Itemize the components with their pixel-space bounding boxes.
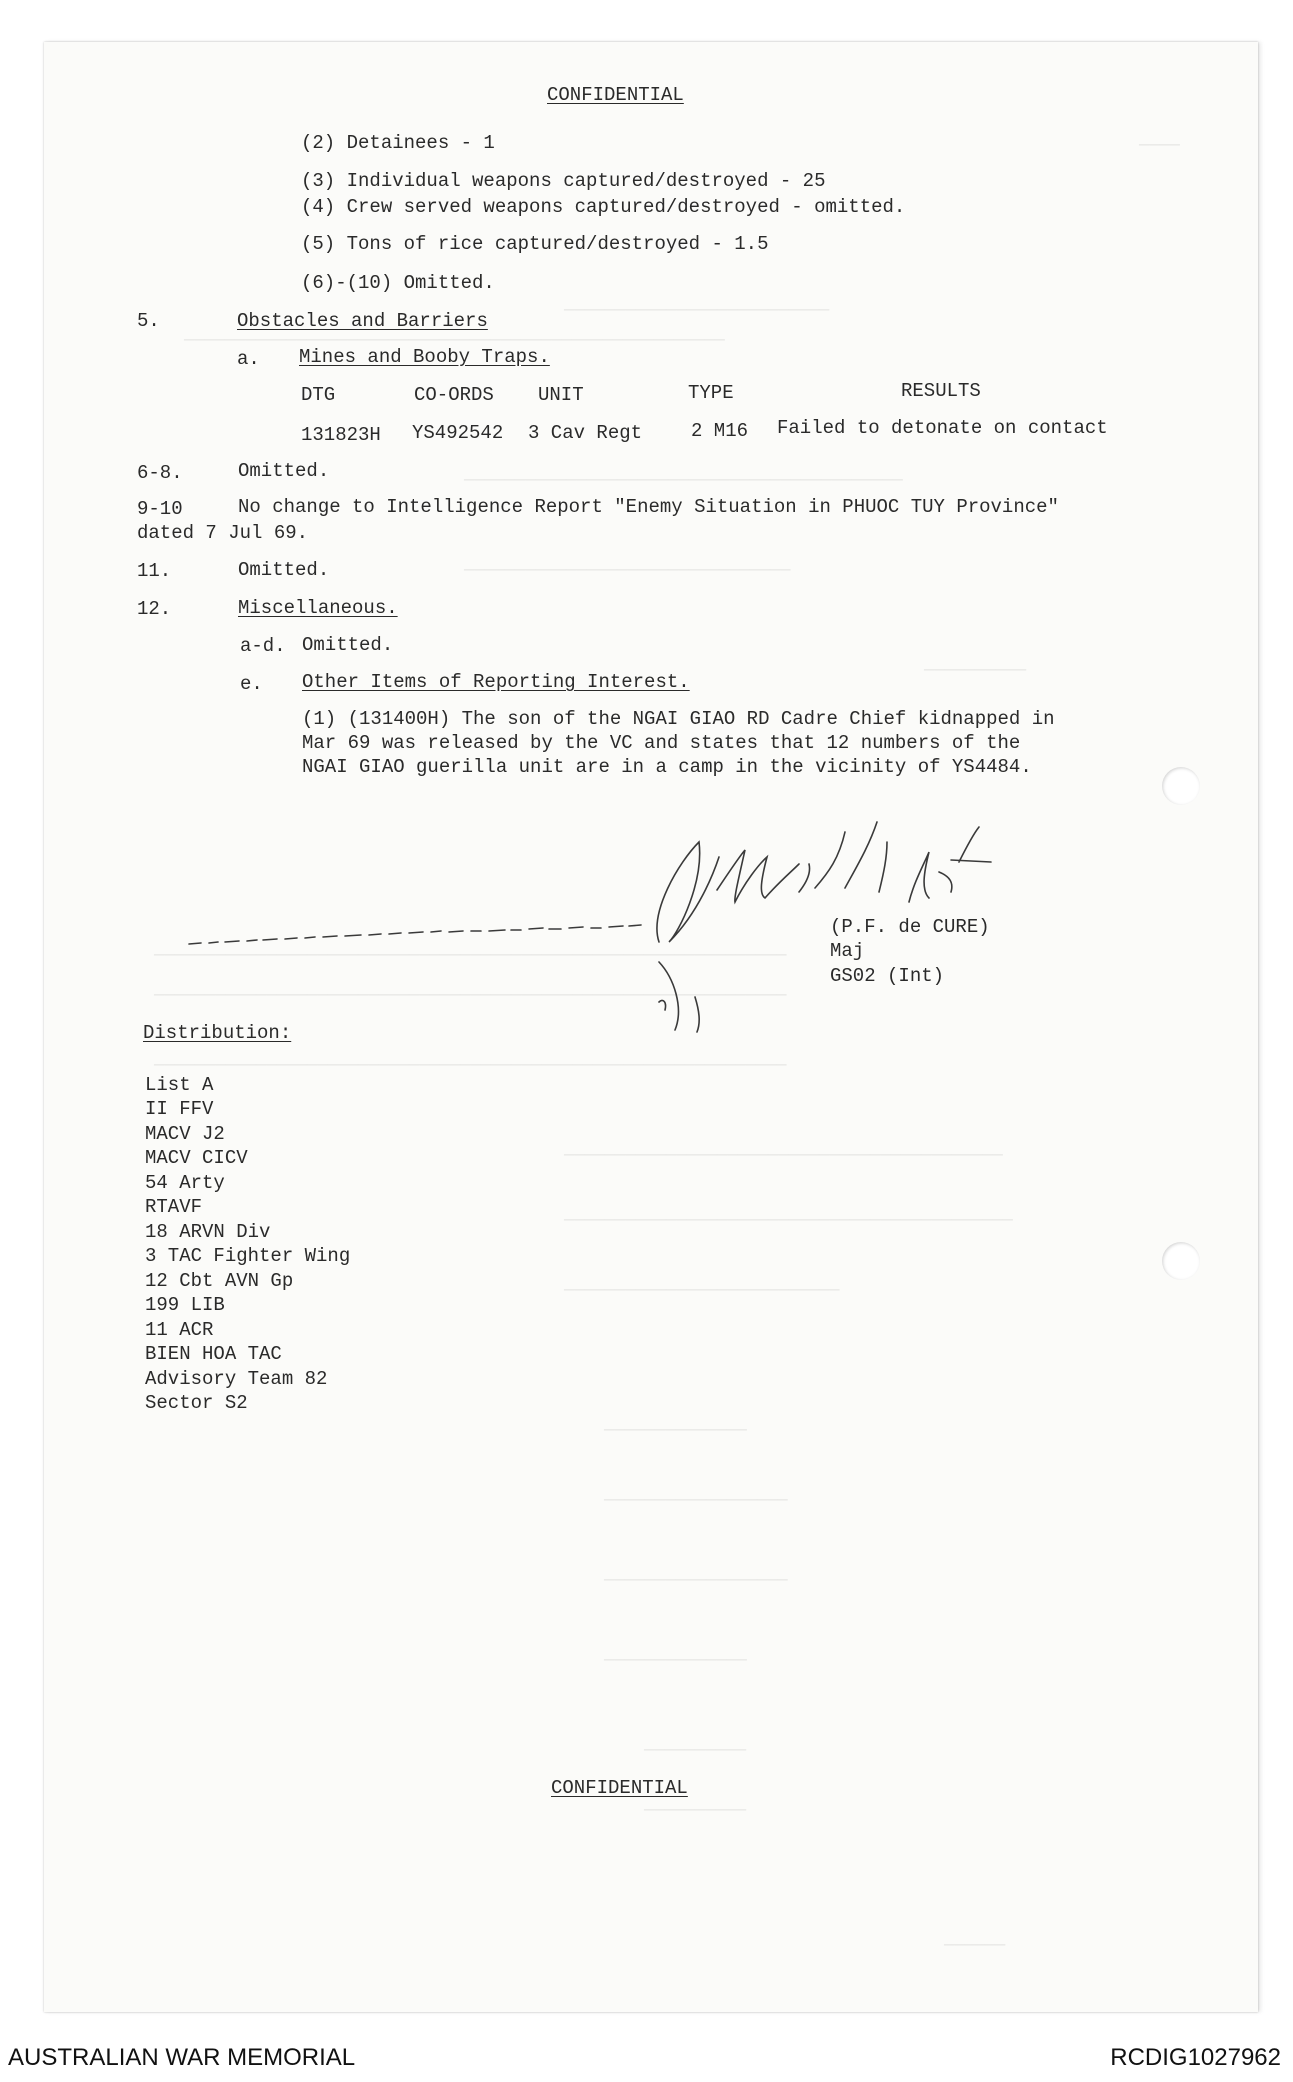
list-item: (6)-(10) Omitted.	[301, 272, 495, 294]
list-item: (3) Individual weapons captured/destroyed - 25	[301, 170, 826, 192]
list-item: 54 Arty	[145, 1172, 225, 1194]
list-item: 11 ACR	[145, 1319, 214, 1341]
section-text: dated 7 Jul 69.	[137, 522, 309, 544]
classification-top: CONFIDENTIAL	[547, 84, 684, 106]
punch-hole	[1162, 1242, 1200, 1280]
section-number: 5.	[137, 310, 160, 332]
subsection-letter: e.	[240, 673, 263, 695]
table-cell: YS492542	[412, 422, 504, 444]
section-text: Omitted.	[238, 460, 330, 482]
list-item: MACV CICV	[145, 1147, 248, 1169]
signatory-appointment: GS02 (Int)	[830, 965, 945, 987]
section-number: 9-10	[137, 498, 183, 520]
table-header: TYPE	[688, 382, 734, 404]
section-text: Omitted.	[302, 634, 394, 656]
distribution-heading: Distribution:	[143, 1022, 292, 1044]
list-item: Advisory Team 82	[145, 1368, 328, 1390]
section-title: Obstacles and Barriers	[237, 310, 488, 332]
list-item: II FFV	[145, 1098, 214, 1120]
table-cell: 131823H	[301, 424, 381, 446]
table-header: UNIT	[538, 384, 584, 406]
paragraph-line: (1) (131400H) The son of the NGAI GIAO RD Cadre Chief kidnapped in	[302, 708, 1055, 730]
list-item: BIEN HOA TAC	[145, 1343, 282, 1365]
table-header: CO-ORDS	[414, 384, 494, 406]
table-cell: 3 Cav Regt	[528, 422, 643, 444]
signatory-rank: Maj	[830, 940, 865, 962]
footer-right: RCDIG1027962	[1110, 2044, 1281, 2071]
footer-left: AUSTRALIAN WAR MEMORIAL	[8, 2044, 356, 2071]
paragraph-line: Mar 69 was released by the VC and states that 12 numbers of the	[302, 732, 1021, 754]
list-item: (4) Crew served weapons captured/destroyed - omitted.	[301, 196, 906, 218]
table-cell: Failed to detonate on contact	[777, 417, 1108, 439]
list-item: MACV J2	[145, 1123, 225, 1145]
subsection-title: Mines and Booby Traps.	[299, 346, 550, 368]
list-item: 12 Cbt AVN Gp	[145, 1270, 294, 1292]
list-item: 199 LIB	[145, 1294, 225, 1316]
section-number: 11.	[137, 560, 172, 582]
list-item: List A	[145, 1074, 214, 1096]
classification-bottom: CONFIDENTIAL	[551, 1777, 688, 1799]
list-item: 18 ARVN Div	[145, 1221, 271, 1243]
section-title: Miscellaneous.	[238, 597, 398, 619]
section-text: No change to Intelligence Report "Enemy Situation in PHUOC TUY Province"	[238, 496, 1059, 518]
subsection-letter: a-d.	[240, 635, 286, 657]
list-item: (5) Tons of rice captured/destroyed - 1.5	[301, 233, 769, 255]
table-cell: 2 M16	[691, 420, 749, 442]
handwritten-signature	[139, 802, 1189, 1042]
list-item: 3 TAC Fighter Wing	[145, 1245, 351, 1267]
section-number: 12.	[137, 598, 172, 620]
document-page: ──── ────────────────────────── ───────────────────────────────────────────────────── ─────────────────────────────────────────── ──────────────────────────────── ────────── ────────────────────────────────────────────────────────────── ────────────────────────────────────────────────────────────── ────────────────────────────────────────────────────────────── ─────────────────────────────────────────── ──────────────────────────────────────────── ─────────────────────────── ────────────── ────────────────── ────────────────── ────────────── ────────── ────────── ────── CONFIDENTIAL (2) Detainees - 1 (3) Individual weapons captured/destroyed - 25 (4) Crew served weapons captured/destroyed - omitted. (5) Tons of rice captured/destroyed - 1.5 (6)-(10) Omitted. 5. Obstacles and Barriers a. Mines and Booby Traps. DTG CO-ORDS UNIT TYPE RESULTS 131823H YS492542 3 Cav Regt 2 M16 Failed to detonate on contact 6-8. Omitted. 9-10 No change to Intelligence Report "Enemy Situation in PHUOC TUY Province" dated 7 Jul 69. 11. Omitted. 12. Miscellaneous. a-d. Omitted. e. Other Items of Reporting Interest. (1) (131400H) The son of the NGAI GIAO RD Cadre Chief kidnapped in Mar 69 was released by the VC and states that 12 numbers of the NGAI GIAO guerilla unit are in a camp in the vicinity of YS4484. (P.F. de CURE) Maj GS02 (Int) Distribution: List A II FFV MACV J2 MACV CICV 54 Arty RTAVF 18 ARVN Div 3 TAC Fighter Wing 12 Cbt AVN Gp 199 LIB 11 ACR BIEN HOA TAC Advisory Team 82 Sector S2 CONFIDENTIAL	[44, 42, 1258, 2012]
subsection-title: Other Items of Reporting Interest.	[302, 671, 690, 693]
paragraph-line: NGAI GIAO guerilla unit are in a camp in the vicinity of YS4484.	[302, 756, 1032, 778]
list-item: (2) Detainees - 1	[301, 132, 495, 154]
signatory-name: (P.F. de CURE)	[830, 916, 990, 938]
table-header: RESULTS	[901, 380, 981, 402]
section-number: 6-8.	[137, 462, 183, 484]
list-item: RTAVF	[145, 1196, 203, 1218]
table-header: DTG	[301, 384, 336, 406]
subsection-letter: a.	[237, 348, 260, 370]
section-text: Omitted.	[238, 559, 330, 581]
punch-hole	[1162, 767, 1200, 805]
list-item: Sector S2	[145, 1392, 248, 1414]
